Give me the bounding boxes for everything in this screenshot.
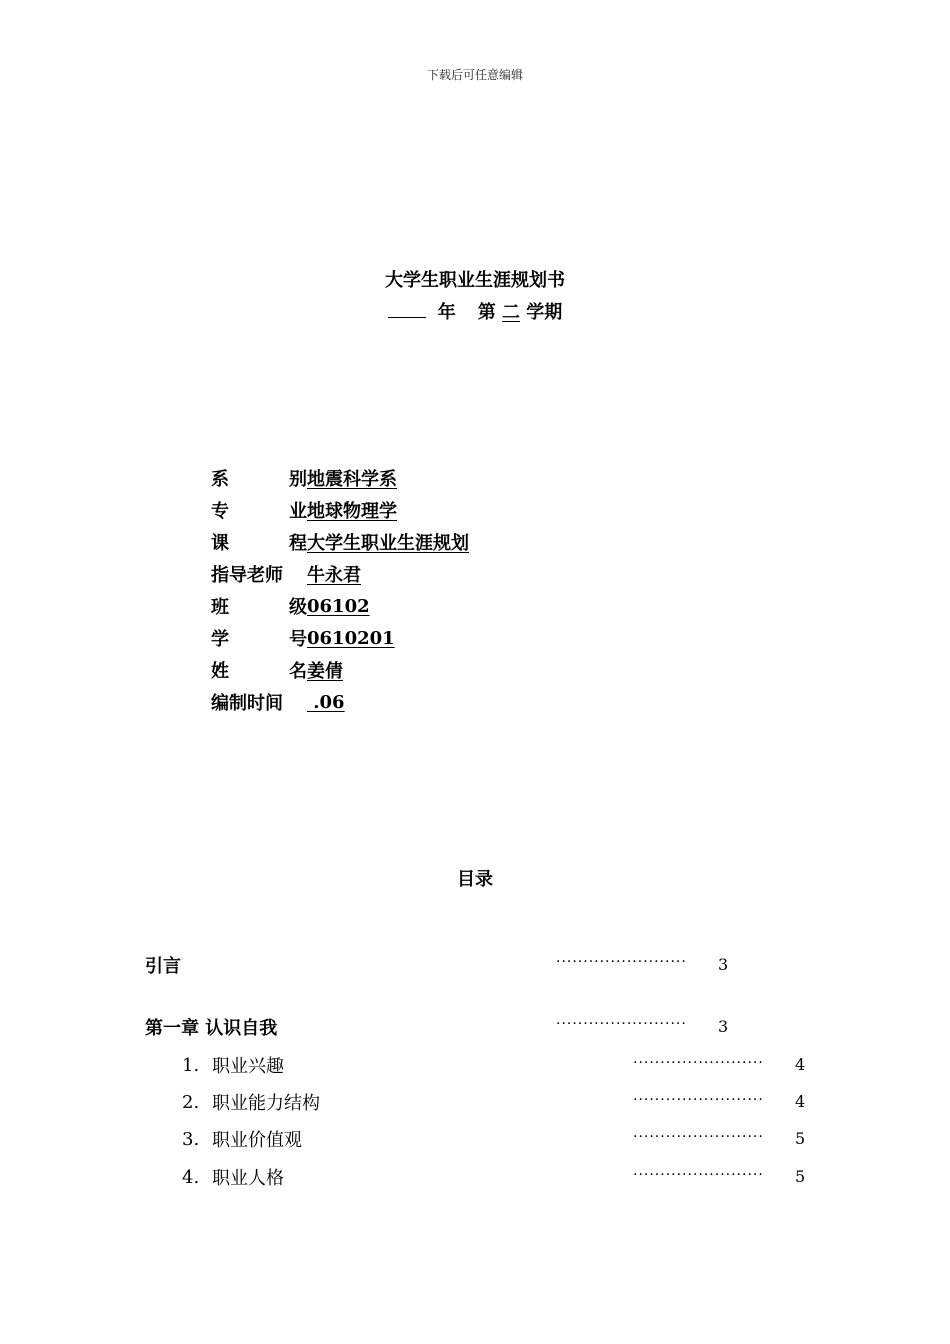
toc-leader-dots: ························ — [633, 1092, 764, 1108]
toc-entry-label: 引言 — [145, 956, 181, 977]
year-suffix: 年 — [437, 302, 456, 323]
page-header-note: 下载后可任意编辑 — [426, 68, 523, 82]
info-row-course — [211, 526, 469, 558]
info-value: 0610201 — [307, 627, 395, 649]
info-value: 大学生职业生涯规划 — [307, 533, 469, 554]
info-row-name — [211, 654, 469, 686]
toc-title: 目录 — [457, 869, 493, 890]
semester-value: 二 — [502, 302, 520, 323]
info-row-compile-date — [211, 686, 469, 718]
toc-entry[interactable] — [182, 1052, 284, 1078]
info-label: 编制时间 — [211, 693, 283, 714]
info-value: 地震科学系 — [307, 469, 397, 490]
info-value: 地球物理学 — [307, 501, 397, 522]
toc-leader-dots: ························ — [556, 954, 687, 970]
toc-entry[interactable] — [145, 1014, 277, 1040]
info-label: 课 程 — [211, 533, 307, 554]
info-label: 系 别 — [211, 469, 307, 490]
info-value: 牛永君 — [307, 565, 361, 586]
info-block — [211, 462, 469, 718]
toc-leader-dots: ························ — [633, 1129, 764, 1145]
toc-entry-number: 2. — [182, 1091, 200, 1113]
document-title: 大学生职业生涯规划书 — [385, 270, 565, 291]
info-value: 06102 — [307, 595, 370, 617]
info-row-advisor — [211, 558, 469, 590]
toc-leader-dots: ························ — [633, 1167, 764, 1183]
info-label: 专 业 — [211, 501, 307, 522]
toc-entry[interactable] — [145, 952, 181, 978]
toc-entry-label: 职业价值观 — [212, 1130, 302, 1151]
term-line — [0, 298, 950, 324]
toc-entry-label: 职业兴趣 — [212, 1056, 284, 1077]
toc-page-number: 4 — [795, 1055, 806, 1074]
toc-page-number: 3 — [718, 955, 729, 974]
toc-entry[interactable] — [182, 1126, 302, 1152]
toc-page-number: 3 — [718, 1017, 729, 1036]
year-blank — [388, 303, 426, 318]
info-row-student-id — [211, 622, 469, 654]
toc-entry-number: 4. — [182, 1166, 200, 1188]
toc-page-number: 4 — [795, 1092, 806, 1111]
semester-prefix: 第 — [477, 302, 496, 323]
toc-entry[interactable] — [182, 1164, 284, 1190]
semester-suffix: 学期 — [526, 302, 563, 323]
info-label: 班 级 — [211, 597, 307, 618]
info-row-major — [211, 494, 469, 526]
toc-entry-label: 第一章 认识自我 — [145, 1018, 278, 1039]
info-row-class — [211, 590, 469, 622]
toc-entry-number: 1. — [182, 1054, 200, 1076]
toc-entry[interactable] — [182, 1089, 320, 1115]
info-value: .06 — [307, 691, 345, 713]
info-value: 姜倩 — [307, 661, 343, 682]
toc-entry-number: 3. — [182, 1128, 200, 1150]
info-label: 指导老师 — [211, 565, 283, 586]
info-label: 姓 名 — [211, 661, 307, 682]
toc-page-number: 5 — [795, 1167, 806, 1186]
toc-leader-dots: ························ — [556, 1016, 687, 1032]
info-row-department — [211, 462, 469, 494]
toc-entry-label: 职业人格 — [212, 1168, 284, 1189]
toc-leader-dots: ························ — [633, 1055, 764, 1071]
info-label: 学 号 — [211, 629, 307, 650]
toc-page-number: 5 — [795, 1129, 806, 1148]
toc-entry-label: 职业能力结构 — [212, 1093, 320, 1114]
